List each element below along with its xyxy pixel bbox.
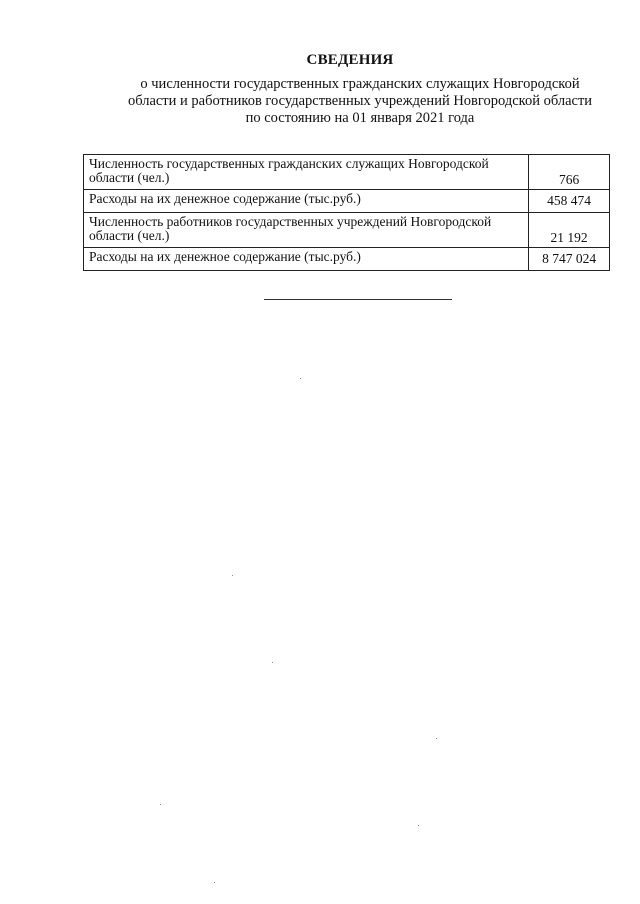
table-row — [84, 248, 610, 271]
scan-speck — [160, 804, 161, 805]
scan-speck — [418, 825, 419, 826]
subtitle-line-2: области и работников государственных учреждений Новгородской области — [127, 93, 593, 109]
summary-table — [83, 154, 610, 271]
subtitle-line-1: о численности государственных гражданских служащих Новгородской — [140, 76, 580, 92]
row-value-civil-servants-count: 766 — [529, 155, 610, 190]
scan-speck — [232, 575, 233, 576]
closing-rule — [264, 299, 452, 300]
document-subtitle — [90, 76, 630, 127]
row-value-institution-workers-expenses: 8 747 024 — [529, 248, 610, 271]
scan-speck — [272, 662, 273, 663]
row-label-institution-workers-count: Численность работников государственных учреждений Новгородской области (чел.) — [84, 213, 529, 248]
scan-speck — [214, 882, 215, 883]
table-row — [84, 213, 610, 248]
scan-speck — [300, 378, 301, 379]
scan-speck — [436, 738, 437, 739]
table-row — [84, 155, 610, 190]
subtitle-line-3: по состоянию на 01 января 2021 года — [245, 110, 475, 126]
table-row — [84, 190, 610, 213]
document-title: СВЕДЕНИЯ — [306, 52, 394, 68]
row-label-institution-workers-expenses: Расходы на их денежное содержание (тыс.руб.) — [84, 248, 529, 271]
row-label-civil-servants-expenses: Расходы на их денежное содержание (тыс.руб.) — [84, 190, 529, 213]
row-value-institution-workers-count: 21 192 — [529, 213, 610, 248]
row-label-civil-servants-count: Численность государственных гражданских служащих Новгородской области (чел.) — [84, 155, 529, 190]
row-value-civil-servants-expenses: 458 474 — [529, 190, 610, 213]
